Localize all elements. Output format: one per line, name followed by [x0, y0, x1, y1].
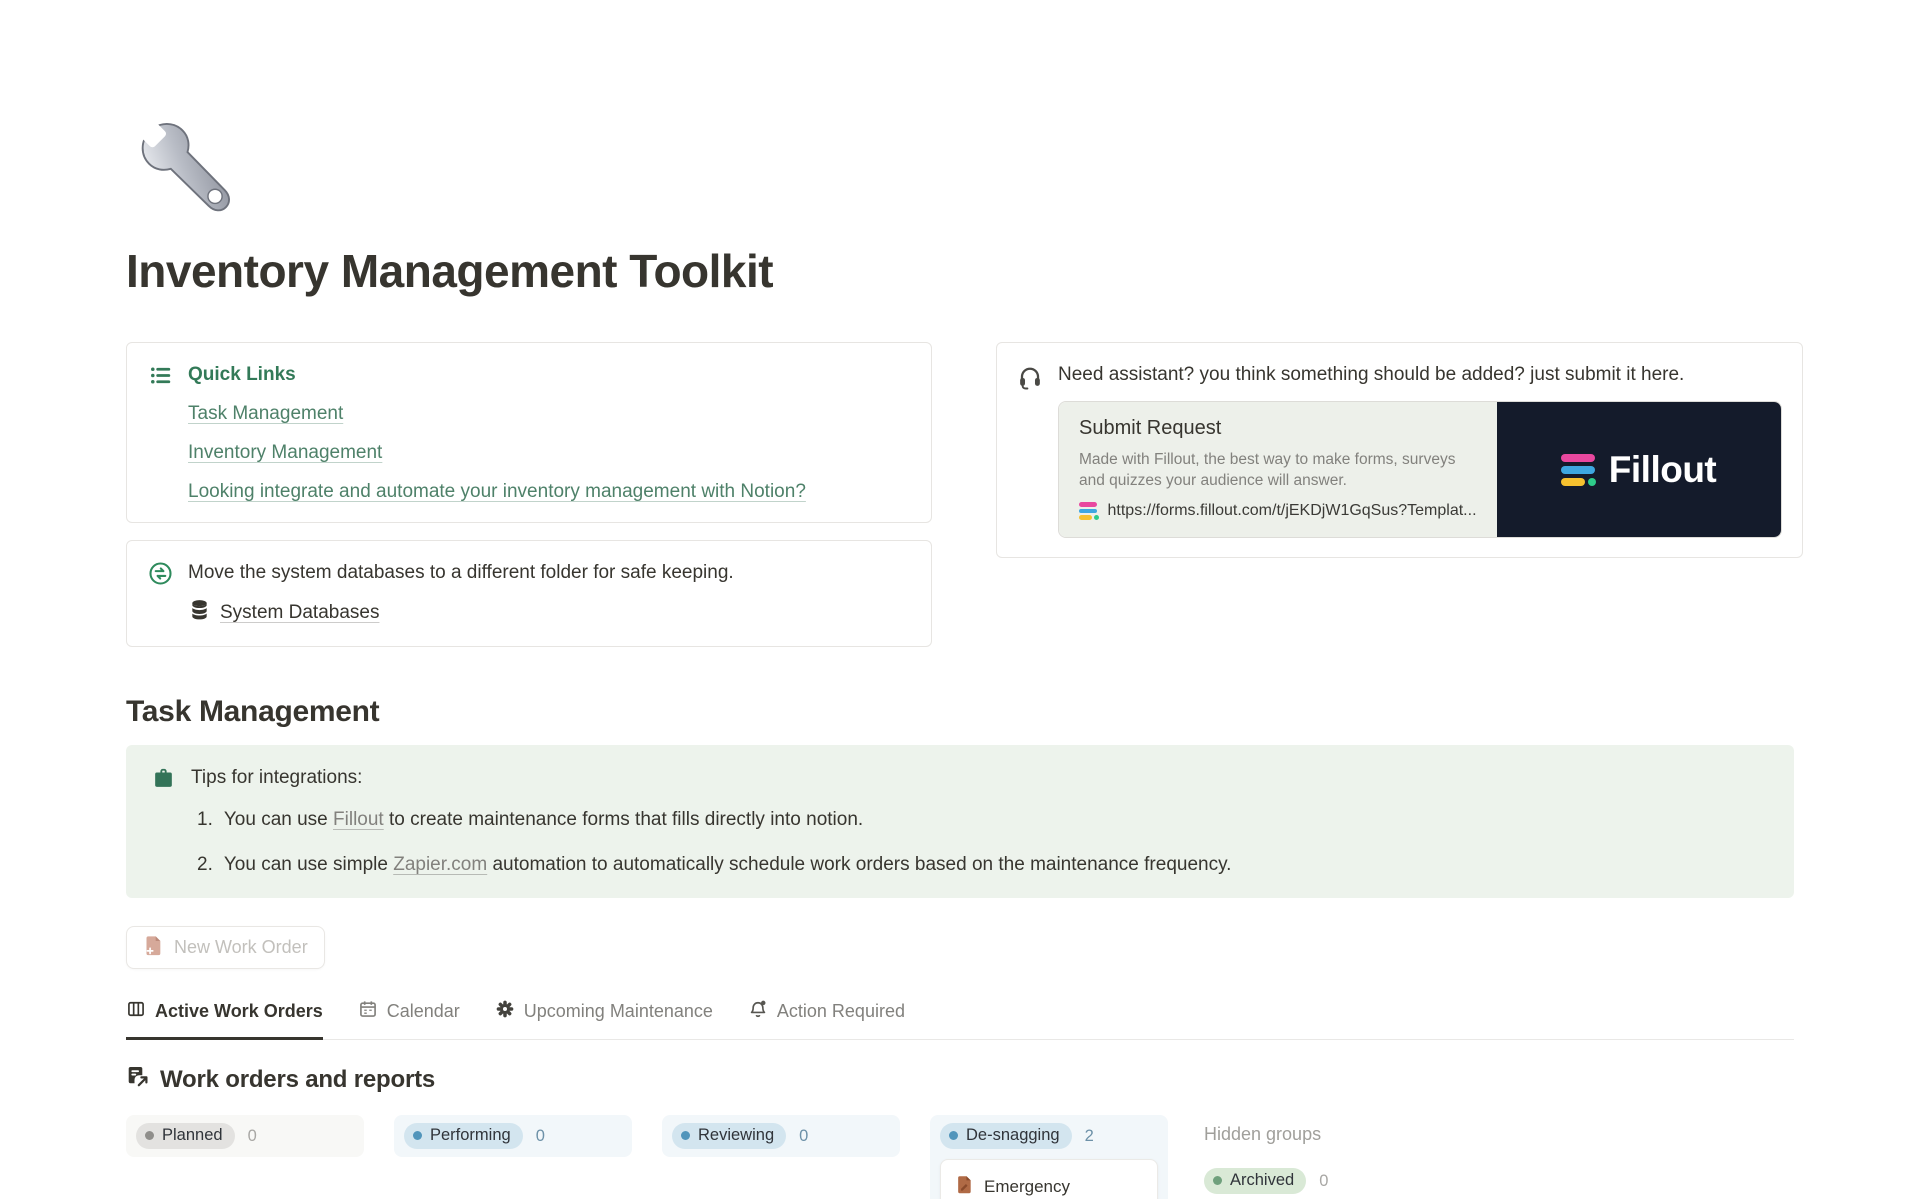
- group-count: 0: [247, 1126, 257, 1145]
- fillout-embed-info: [1059, 402, 1497, 537]
- list-icon: [147, 362, 173, 503]
- group-count: 0: [535, 1126, 545, 1145]
- embed-url-text[interactable]: https://forms.fillout.com/t/jEKDjW1GqSus?Templat...: [1107, 501, 1477, 519]
- move-callout-text: Move the system databases to a different folder for safe keeping.: [188, 562, 734, 583]
- kanban-card-emergency[interactable]: [940, 1159, 1158, 1199]
- hidden-groups-label[interactable]: Hidden groups: [1204, 1124, 1322, 1145]
- fillout-link[interactable]: Fillout: [333, 809, 384, 830]
- gear-icon: [495, 999, 515, 1024]
- board-title[interactable]: Work orders and reports: [126, 1064, 1794, 1095]
- card-title: Emergency: [984, 1177, 1070, 1197]
- link-task-management[interactable]: Task Management: [188, 403, 344, 424]
- new-work-order-label: New Work Order: [174, 937, 308, 958]
- embed-title: Submit Request: [1079, 417, 1222, 439]
- system-databases-link[interactable]: System Databases: [220, 602, 380, 623]
- assist-callout: [996, 342, 1803, 558]
- new-work-order-button[interactable]: [126, 926, 325, 969]
- calendar-icon: [358, 999, 378, 1024]
- page-icon-wrench[interactable]: [126, 112, 244, 230]
- headphones-icon: [1017, 362, 1043, 538]
- section-heading-task-management: Task Management: [126, 695, 380, 728]
- quick-links-callout: [126, 342, 932, 523]
- kanban-column-de-snagging: [930, 1115, 1168, 1199]
- group-pill-de-snagging[interactable]: De-snagging: [940, 1123, 1072, 1149]
- kanban-column-reviewing: [662, 1115, 900, 1157]
- tab-active-work-orders[interactable]: Active Work Orders: [126, 999, 323, 1040]
- zapier-link[interactable]: Zapier.com: [393, 853, 488, 875]
- tab-action-required[interactable]: Action Required: [748, 999, 905, 1040]
- fillout-logo-text: Fillout: [1608, 448, 1717, 490]
- hidden-groups: [1204, 1115, 1328, 1194]
- group-pill-performing[interactable]: Performing: [404, 1123, 523, 1149]
- quick-links-title: Quick Links: [188, 364, 296, 385]
- group-count: 0: [799, 1126, 809, 1145]
- status-dot: [413, 1131, 422, 1140]
- briefcase-icon: [150, 765, 176, 878]
- embed-description: Made with Fillout, the best way to make forms, surveys and quizzes your audience will answer.: [1079, 451, 1456, 490]
- status-dot: [949, 1131, 958, 1140]
- tips-callout: [126, 745, 1794, 898]
- tip-item-1: 1. You can use Fillout to create maintenance forms that fills directly into notion.: [197, 809, 864, 830]
- status-dot: [1213, 1176, 1222, 1185]
- fillout-logo: [1497, 402, 1781, 537]
- group-count: 2: [1084, 1126, 1094, 1145]
- board-columns-icon: [126, 999, 146, 1024]
- group-count: 0: [1319, 1171, 1329, 1190]
- status-dot: [681, 1131, 690, 1140]
- linked-database-icon: [126, 1064, 150, 1095]
- tips-title: Tips for integrations:: [191, 767, 363, 788]
- work-order-document-icon: [955, 1174, 974, 1199]
- tab-calendar[interactable]: Calendar: [358, 999, 460, 1040]
- fillout-logo-mark: [1561, 454, 1596, 486]
- document-plus-icon: [143, 934, 164, 962]
- tip-item-2: 2. You can use simple Zapier.com automation to automatically schedule work orders based on the maintenance frequency.: [197, 853, 1232, 875]
- group-pill-reviewing[interactable]: Reviewing: [672, 1123, 786, 1149]
- fillout-favicon: [1079, 502, 1099, 520]
- two-column-layout: [126, 342, 1794, 647]
- kanban-column-planned: [126, 1115, 364, 1157]
- page-title: Inventory Management Toolkit: [126, 245, 774, 297]
- status-dot: [145, 1131, 154, 1140]
- link-inventory-management[interactable]: Inventory Management: [188, 442, 383, 463]
- kanban-board: [126, 1115, 1794, 1199]
- database-icon: [189, 599, 210, 627]
- wrench-icon: [126, 112, 244, 230]
- view-tabs: [126, 999, 1794, 1040]
- group-pill-archived[interactable]: Archived: [1204, 1168, 1306, 1194]
- tab-upcoming-maintenance[interactable]: Upcoming Maintenance: [495, 999, 713, 1040]
- kanban-column-performing: [394, 1115, 632, 1157]
- assist-callout-text: Need assistant? you think something should be added? just submit it here.: [1058, 364, 1685, 385]
- link-automate-inventory[interactable]: Looking integrate and automate your inventory management with Notion?: [188, 481, 806, 502]
- transfer-circle-icon: [147, 560, 173, 627]
- fillout-embed[interactable]: [1058, 401, 1782, 538]
- group-pill-planned[interactable]: Planned: [136, 1123, 235, 1149]
- move-databases-callout: [126, 540, 932, 647]
- bell-badge-icon: [748, 999, 768, 1024]
